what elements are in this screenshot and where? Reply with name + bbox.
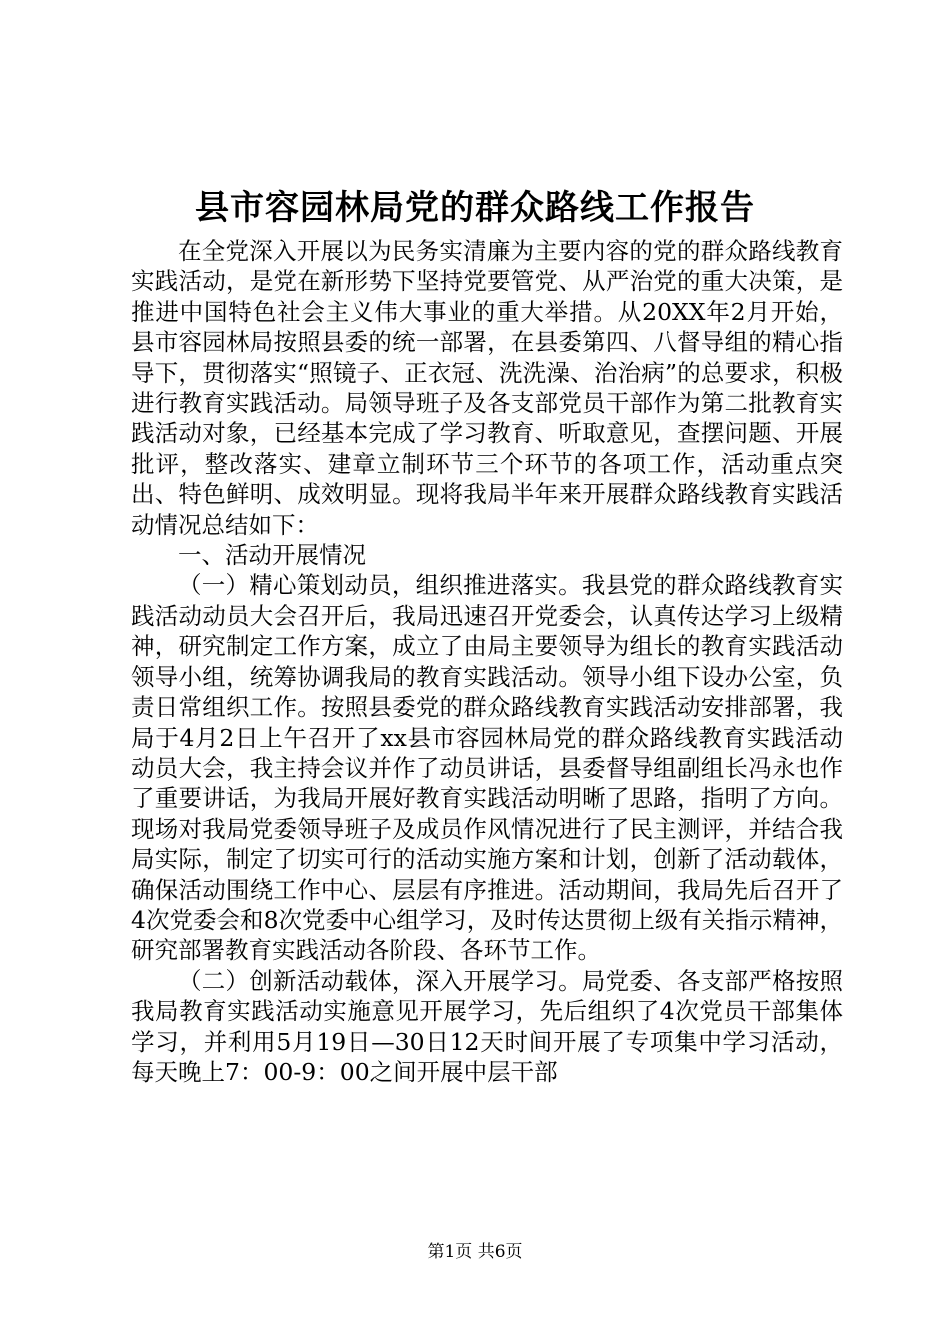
document-title: 县市容园林局党的群众路线工作报告 [195,188,755,228]
document-body [131,236,843,1087]
paragraph-planning: （一）精心策划动员，组织推进落实。我县党的群众路线教育实践活动动员大会召开后，我局迅速召开党委会，认真传达学习上级精神，研究制定工作方案，成立了由局主要领导为组长的教育实践活动领导小组，统筹协调我局的教育实践活动。领导小组下设办公室，负责日常组织工作。按照县委党的群众路线教育实践活动安排部署，我局于4月2日上午召开了xx县市容园林局党的群众路线教育实践活动动员大会，我主持会议并作了动员讲话，县委督导组副组长冯永也作了重要讲话，为我局开展好教育实践活动明晰了思路，指明了方向。现场对我局党委领导班子及成员作风情况进行了民主测评，并结合我局实际，制定了切实可行的活动实施方案和计划，创新了活动载体，确保活动围绕工作中心、层层有序推进。活动期间，我局先后召开了4次党委会和8次党委中心组学习，及时传达贯彻上级有关指示精神，研究部署教育实践活动各阶段、各环节工作。 [131,571,843,965]
page-number-footer: 第1页 共6页 [427,1242,523,1262]
section-heading: 一、活动开展情况 [178,541,366,570]
paragraph-learning: （二）创新活动载体，深入开展学习。局党委、各支部严格按照我局教育实践活动实施意见开展学习，先后组织了4次党员干部集体学习，并利用5月19日—30日12天时间开展了专项集中学习活动，每天晚上7：00-9：00之间开展中层干部 [131,966,843,1086]
paragraph-intro: 在全党深入开展以为民务实清廉为主要内容的党的群众路线教育实践活动，是党在新形势下坚持党要管党、从严治党的重大决策，是推进中国特色社会主义伟大事业的重大举措。从20XX年2月开始，县市容园林局按照县委的统一部署，在县委第四、八督导组的精心指导下，贯彻落实“照镜子、正衣冠、洗洗澡、治治病”的总要求，积极进行教育实践活动。局领导班子及各支部党员干部作为第二批教育实践活动对象，已经基本完成了学习教育、听取意见，查摆问题、开展批评，整改落实、建章立制环节三个环节的各项工作，活动重点突出、特色鲜明、成效明显。现将我局半年来开展群众路线教育实践活动情况总结如下： [131,237,843,539]
